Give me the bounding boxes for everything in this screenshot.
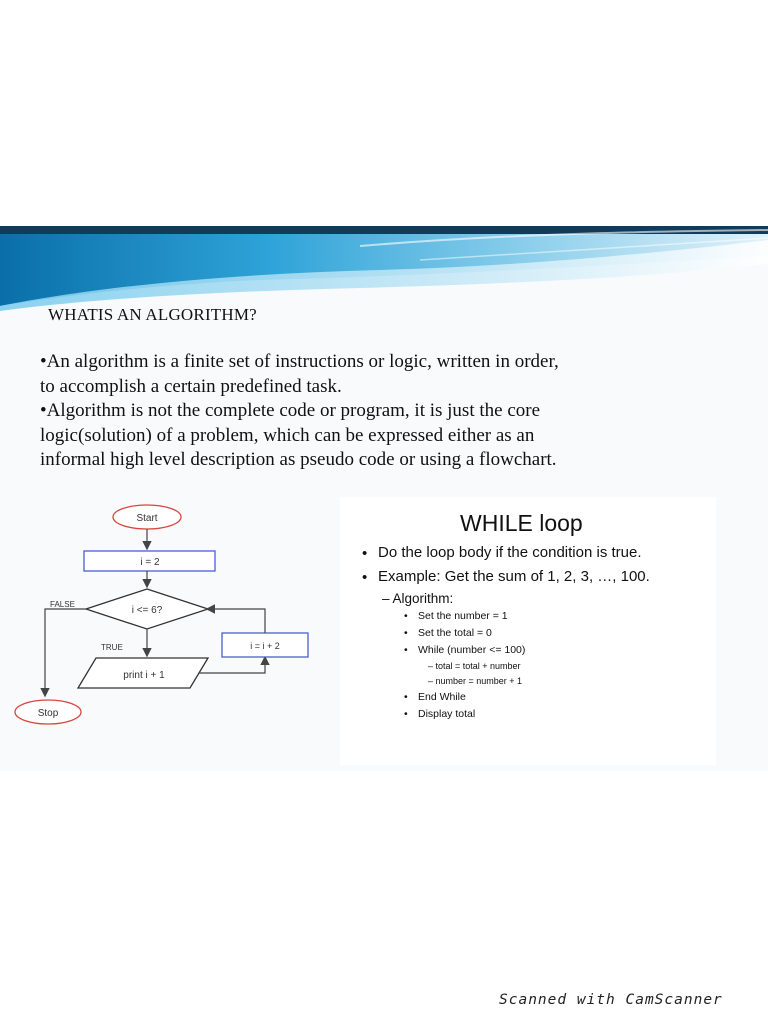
scanner-watermark: Scanned with CamScanner xyxy=(499,992,723,1008)
start-label: Start xyxy=(136,513,158,524)
inner-step-text: – number = number + 1 xyxy=(428,676,523,686)
flowchart xyxy=(0,495,338,765)
paragraph-line: to accomplish a certain predefined task. xyxy=(40,375,342,397)
loop-up-line xyxy=(208,609,265,633)
paragraph-line: •An algorithm is a finite set of instructions or logic, written in order, xyxy=(40,351,559,372)
slide-heading: WHATIS AN ALGORITHM? xyxy=(48,305,257,324)
while-title: WHILE loop xyxy=(460,510,583,536)
bullet-dot: • xyxy=(362,569,368,586)
loop-return-line xyxy=(199,658,265,673)
condition-label: i <= 6? xyxy=(131,605,163,616)
bullet-dot: • xyxy=(362,545,368,562)
while-loop-panel xyxy=(340,497,716,765)
slide-header-banner xyxy=(0,226,768,311)
false-label: FALSE xyxy=(50,600,75,609)
bullet-dot: • xyxy=(404,691,408,703)
stop-label: Stop xyxy=(37,708,59,719)
paragraph-line: logic(solution) of a problem, which can be expressed either as an xyxy=(40,424,535,446)
step-text: While (number <= 100) xyxy=(418,644,526,656)
inner-step-text: – total = total + number xyxy=(428,661,521,671)
init-label: i = 2 xyxy=(140,557,160,568)
paragraph-line: •Algorithm is not the complete code or program, it is just the core xyxy=(40,400,541,421)
step-text: End While xyxy=(418,691,466,703)
bullet-dot: • xyxy=(404,644,408,656)
increment-label: i = i + 2 xyxy=(250,641,280,651)
print-label: print i + 1 xyxy=(123,670,165,681)
sub-heading: – Algorithm: xyxy=(382,591,454,606)
true-label: TRUE xyxy=(101,643,123,652)
false-flow-line xyxy=(45,609,86,695)
bullet-text: Example: Get the sum of 1, 2, 3, …, 100. xyxy=(378,568,650,585)
step-text: Set the total = 0 xyxy=(418,627,492,639)
step-text: Display total xyxy=(418,708,476,720)
slide-body xyxy=(40,350,740,473)
bullet-text: Do the loop body if the condition is true. xyxy=(378,544,642,561)
bullet-dot: • xyxy=(404,610,408,622)
bullet-dot: • xyxy=(404,708,408,720)
bullet-dot: • xyxy=(404,627,408,639)
step-text: Set the number = 1 xyxy=(418,610,508,622)
paragraph-line: informal high level description as pseudo code or using a flowchart. xyxy=(40,449,557,470)
